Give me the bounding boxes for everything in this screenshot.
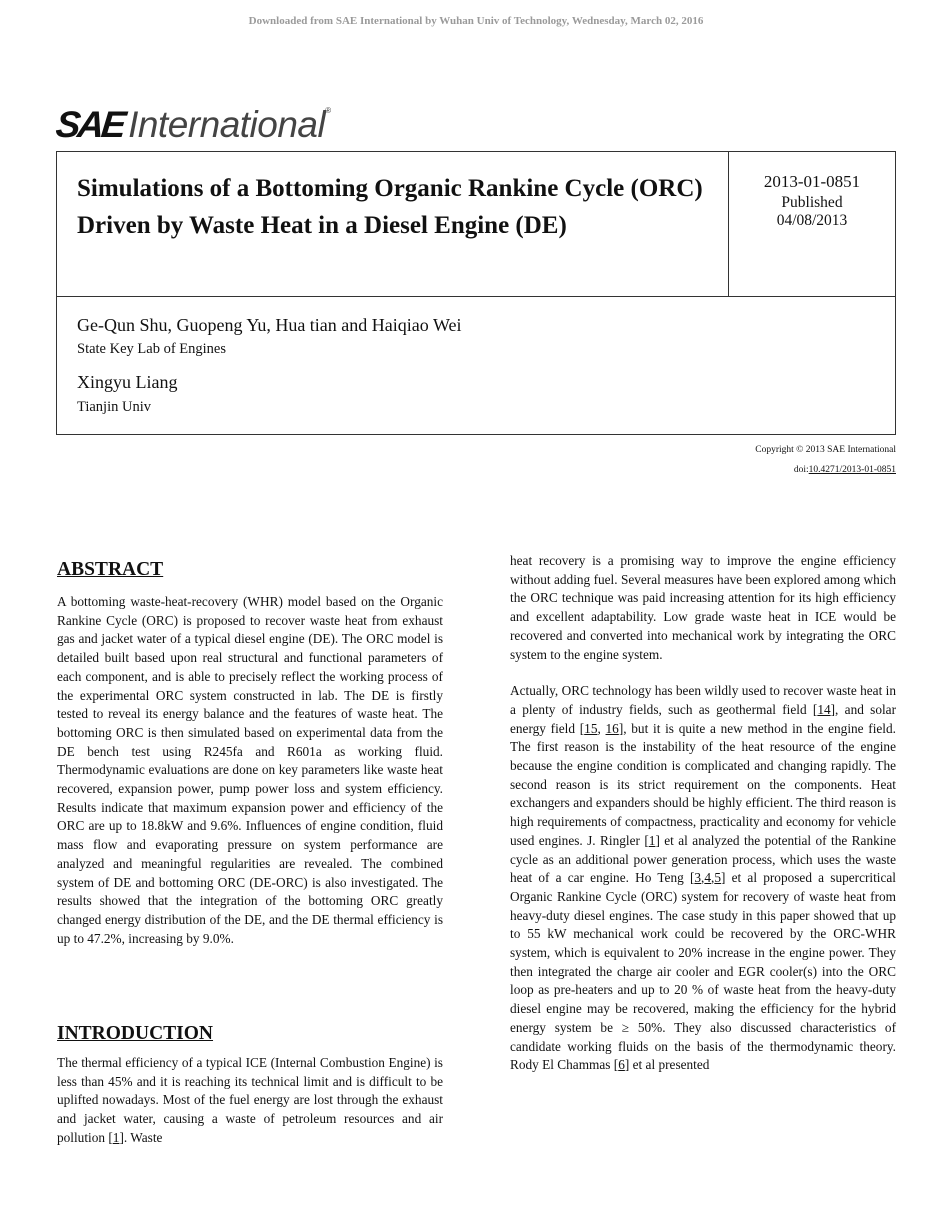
authors-cell <box>57 297 895 434</box>
published-date: 04/08/2013 <box>776 212 848 229</box>
paper-header-box <box>56 151 896 435</box>
download-note: Downloaded from SAE International by Wuhan Univ of Technology, Wednesday, March 02, 2016 <box>248 15 704 27</box>
paper-id: 2013-01-0851 <box>763 172 861 191</box>
affiliation-1: State Key Lab of Engines <box>77 341 226 357</box>
citation-link[interactable]: 5 <box>714 870 721 886</box>
intro-paragraph-continued: heat recovery is a promising way to improve the engine efficiency without adding fuel. Several measures have been explored among which the ORC technique was paid increasing attention for its high efficiency and excellent adaptability. Low grade waste heat in ICE would be recovered and converted into mechanical work by integrating the ORC system to the engine system. <box>510 553 896 662</box>
registered-mark: ® <box>325 106 332 115</box>
logo-international-text: International <box>128 104 326 145</box>
affiliation-2: Tianjin Univ <box>77 399 151 415</box>
citation-link[interactable]: 3 <box>694 870 702 886</box>
doi-link[interactable]: 10.4271/2013-01-0851 <box>808 465 896 475</box>
intro-paragraph-2: Actually, ORC technology has been wildly used to recover waste heat in a plenty of industry fields, such as geothermal field [14], and solar energy field [15, 16], but it is quite a new method in the engine field. The first reason is the instability of the heat resource of the engine because the engine condition is complicated and changing rapidly. The second reason is its strict requirement on the components. Heat exchangers and expanders should be highly efficient. The third reason is high requirements of compactness, practicality and economy for vehicle used engines. J. Ringler [1] et al analyzed the potential of the Rankine cycle as an additional power generation process, which uses the waste heat of a car engine. Ho Teng [3,4,5] et al proposed a supercritical Organic Rankine Cycle (ORC) system for recovery of waste heat from heavy-duty diesel engines. The case study in this paper showed that up to 55 kW mechanical work could be recovered by the ORC-WHR system, which is equivalent to 20% increase in the engine power. They then integrated the charge air cooler and EGR cooler(s) into the ORC loop as pre-heaters and up to 20 % of waste heat from the heavy-duty diesel engine may be recovered, making the efficiency for the hybrid energy system be ≥ 50%. They also discussed characteristics of candidate working fluids on the basis of the thermodynamic theory. Rody El Chammas [6] et al presented <box>510 683 897 1073</box>
citation-link[interactable]: 6 <box>618 1057 625 1073</box>
citation-link[interactable]: 1 <box>648 832 656 848</box>
authors-group-2: Xingyu Liang <box>77 372 178 392</box>
right-column <box>510 552 896 1093</box>
title-cell <box>57 152 729 297</box>
authors-group-1: Ge-Qun Shu, Guopeng Yu, Hua tian and Haiqiao Wei <box>77 315 462 335</box>
logo-sae-text: SAE <box>53 104 126 145</box>
citation-link[interactable]: 16 <box>605 720 619 736</box>
left-column <box>57 593 443 966</box>
doi-line <box>794 465 896 475</box>
citation-link[interactable]: 1 <box>112 1129 120 1145</box>
paper-title: Simulations of a Bottoming Organic Rankine Cycle (ORC) Driven by Waste Heat in a Diesel Engine (DE) <box>77 175 703 239</box>
publication-meta-cell <box>729 152 895 297</box>
introduction-paragraph-1: The thermal efficiency of a typical ICE (Internal Combustion Engine) is less than 45% and it is reaching its technical limit and is difficult to be uplifted nowadays. Most of the fuel energy are lost through the exhaust and jacket water, causing a waste of petroleum resources and air pollution [1]. Waste <box>57 1055 443 1145</box>
citation-link[interactable]: 4 <box>704 870 712 886</box>
published-label: Published <box>781 194 843 211</box>
abstract-heading: ABSTRACT <box>57 559 164 580</box>
abstract-text: A bottoming waste-heat-recovery (WHR) model based on the Organic Rankine Cycle (ORC) is proposed to recover waste heat from exhaust gas and jacket water of a typical diesel engine (DE). The ORC model is detailed built based upon real structural and functional parameters of each component, and is able to precisely reflect the working process of the experimental ORC system constructed in lab. The DE is firstly tested to reveal its energy balance and the features of waste heat. The bottoming ORC is then simulated based on experimental data from the DE bench test using R245fa and R601a as working fluid. Thermodynamic evaluations are done on key parameters like waste heat recovered, expansion power, pump power loss and system efficiency. Results indicate that maximum expansion power and efficiency of the ORC are up to 18.8kW and 9.6%. Influences of engine condition, fluid mass flow and evaporating pressure on system performance are analyzed and meaningful regularities are revealed. The combined system of DE and bottoming ORC (DE-ORC) is also investigated. The results showed that the integration of the bottoming ORC greatly changed energy distribution of the DE, and the DE thermal efficiency is up to 47.2%, increasing by 9.0%. <box>57 594 443 946</box>
citation-link[interactable]: 14 <box>817 701 831 717</box>
copyright-notice: Copyright © 2013 SAE International <box>755 445 896 455</box>
introduction-column <box>57 1054 443 1166</box>
citation-link[interactable]: 15 <box>584 720 598 736</box>
doi-label: doi: <box>793 465 809 475</box>
introduction-heading: INTRODUCTION <box>57 1023 214 1044</box>
sae-international-logo <box>53 104 332 145</box>
